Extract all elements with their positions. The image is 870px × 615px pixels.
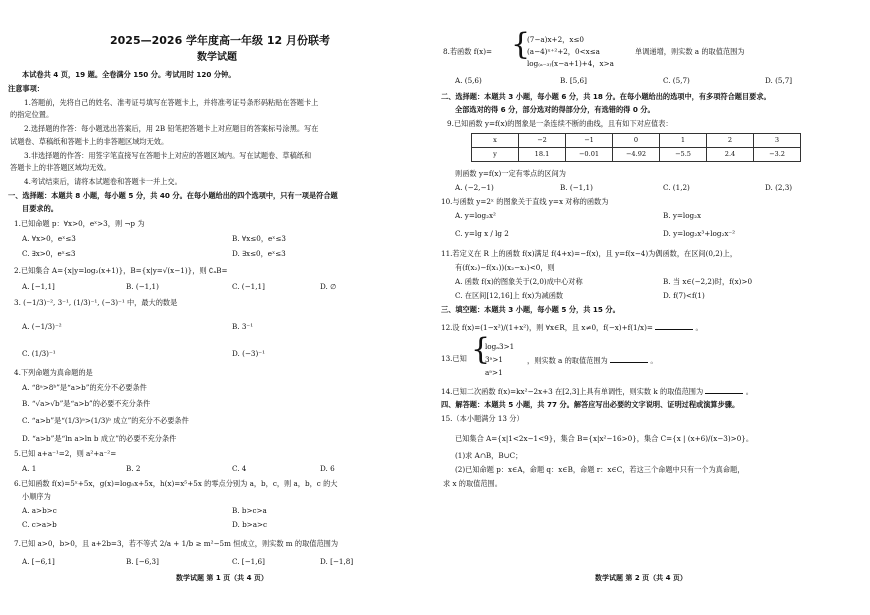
q12-stem-text: 12.设 f(x)=(1−x²)/(1+x²)，则 ∀x∈R，且 x≠0，f(−x)+f(1/x)= — [441, 323, 653, 332]
q13-case-3: aᵃ>1 — [485, 368, 503, 377]
q7-option-a: A. [−6,1] — [22, 557, 55, 566]
section-1-heading-cont: 目要求的。 — [22, 204, 58, 213]
q13-case-1: logₐ3>1 — [485, 342, 515, 351]
q7-stem: 7.已知 a>0，b>0，且 a+2b=3，若不等式 2/a + 1/b ≥ m²−5m 恒成立，则实数 m 的取值范围为 — [14, 539, 339, 548]
table-cell: 1 — [660, 134, 707, 148]
q13-stem-post — [527, 355, 658, 365]
q3-option-a: A. (−1/3)⁻² — [22, 322, 62, 331]
q8-stem-post: 单调递增，则实数 a 的取值范围为 — [635, 47, 745, 56]
q8-stem-pre: 8.若函数 f(x)= — [443, 47, 493, 56]
q13-end: 。 — [650, 356, 658, 365]
table-cell: 0 — [613, 134, 660, 148]
table-cell: −3.2 — [754, 148, 801, 162]
table-cell: −0.01 — [566, 148, 613, 162]
q7-option-c: C. [−1,6] — [232, 557, 265, 566]
table-cell: 3 — [754, 134, 801, 148]
q15-stem: 已知集合 A={x|1<2x−1<9}，集合 B={x|x²−16>0}，集合 C={x | (x+6)/(x−3)>0}。 — [455, 434, 754, 443]
exam-title: 2025—2026 学年度高一年级 12 月份联考 — [110, 34, 331, 47]
q4-stem: 4.下列命题为真命题的是 — [14, 368, 93, 377]
table-cell: −2 — [519, 134, 566, 148]
page-2-footer: 数学试题 第 2 页（共 4 页） — [595, 574, 687, 582]
table-cell: −4.92 — [613, 148, 660, 162]
q4-option-d: D. “a>b”是“ln a>ln b 成立”的必要不充分条件 — [22, 434, 177, 443]
q11-option-b: B. 当 x∈(−2,2)时，f(x)>0 — [663, 277, 753, 286]
q9-option-b: B. (−1,1) — [560, 183, 593, 192]
q6-option-b: B. b>c>a — [232, 506, 267, 515]
q15-part-2: (2)已知命题 p：x∈A，命题 q：x∈B，命题 r：x∈C，若这三个命题中只有一个为真命题， — [455, 465, 745, 474]
q8-case-2: (a−4)ˣ⁺²+2，0<x≤a — [527, 47, 600, 56]
q12-answer-blank[interactable] — [655, 322, 693, 330]
q1-stem: 1.已知命题 p：∀x>0，eˣ>3，则 ¬p 为 — [14, 219, 145, 228]
q7-option-d: D. [−1,8] — [320, 557, 354, 566]
q13-case-2: 3ᵃ>1 — [485, 355, 503, 364]
q2-option-d: D. ∅ — [320, 282, 337, 291]
table-header-x: x — [472, 134, 519, 148]
table-cell: −1 — [566, 134, 613, 148]
q10-option-b: B. y=log₂x — [663, 211, 702, 220]
q9-option-c: C. (1,2) — [663, 183, 690, 192]
q9-value-table — [471, 133, 801, 162]
q6-option-d: D. b>a>c — [232, 520, 268, 529]
table-header-y: y — [472, 148, 519, 162]
page-1-footer: 数学试题 第 1 页（共 4 页） — [176, 574, 268, 582]
q12-stem — [441, 322, 703, 332]
table-cell: 2.4 — [707, 148, 754, 162]
q12-end: 。 — [695, 323, 703, 332]
exam-subtitle: 数学试题 — [197, 52, 237, 63]
q13-stem-post-text: ，则实数 a 的取值范围为 — [527, 356, 608, 365]
q14-stem-text: 14.已知二次函数 f(x)=kx²−2x+3 在[2,3]上具有单调性，则实数 k 的取值范围为 — [441, 387, 704, 396]
q6-stem: 6.已知函数 f(x)=5ˣ+5x，g(x)=log₅x+5x，h(x)=x⁵+5x 的零点分别为 a，b，c，则 a，b，c 的大 — [14, 479, 338, 488]
q5-option-b: B. 2 — [126, 464, 141, 473]
q6-option-c: C. c>a>b — [22, 520, 57, 529]
q9-stem: 9.已知函数 y=f(x)的图象是一条连续不断的曲线，且有如下对应值表： — [447, 119, 673, 128]
q8-brace: { — [511, 27, 531, 62]
q3-option-d: D. (−3)⁻¹ — [232, 349, 265, 358]
note-line: 1.答题前，先将自己的姓名、准考证号填写在答题卡上，并将准考证号条形码粘贴在答题卡上 — [24, 98, 319, 107]
q9-option-a: A. (−2,−1) — [455, 183, 494, 192]
section-2-heading: 二、选择题：本题共 3 小题，每小题 6 分，共 18 分。在每小题给出的选项中，有多项符合题目要求。 — [441, 92, 771, 101]
q8-case-1: (7−a)x+2，x≤0 — [527, 35, 584, 44]
q4-option-c: C. “a>b”是“(1/3)ᵃ>(1/3)ᵇ 成立”的充分不必要条件 — [22, 416, 189, 425]
q11-stem: 11.若定义在 R 上的函数 f(x)满足 f(4+x)=−f(x)，且 y=f(x−4)为偶函数，在区间(0,2)上， — [441, 249, 738, 258]
note-line: 答题卡上的非答题区域均无效。 — [10, 163, 111, 172]
note-line: 3.非选择题的作答：用签字笔直接写在答题卡上对应的答题区域内。写在试题卷、草稿纸和 — [24, 151, 312, 160]
q11-stem-cont: 有(f(x₂)−f(x₁))(x₂−x₁)<0，则 — [455, 263, 555, 272]
q10-option-c: C. y=lg x / lg 2 — [455, 229, 509, 238]
q15-part-2-cont: 求 x 的取值范围。 — [443, 479, 502, 488]
table-row — [472, 134, 801, 148]
q8-option-a: A. (5,6) — [455, 76, 482, 85]
exam-intro: 本试卷共 4 页，19 题。全卷满分 150 分。考试用时 120 分钟。 — [22, 70, 236, 79]
q2-option-c: C. (−1,1] — [232, 282, 265, 291]
q5-stem: 5.已知 a+a⁻¹=2，则 a²+a⁻²= — [14, 449, 117, 458]
q6-option-a: A. a>b>c — [22, 506, 57, 515]
q10-option-a: A. y=log₂x² — [455, 211, 496, 220]
q2-option-a: A. [−1,1] — [22, 282, 55, 291]
notes-heading: 注意事项： — [8, 84, 44, 93]
q11-option-a: A. 函数 f(x)的图象关于(2,0)成中心对称 — [455, 277, 583, 286]
q14-end: 。 — [745, 387, 753, 396]
q2-stem: 2.已知集合 A={x|y=log₂(x+1)}，B={x|y=√(x−1)}，则 ∁ₐB= — [14, 266, 228, 275]
q6-stem-cont: 小顺序为 — [22, 492, 51, 501]
q8-case-3: log₍ₐ₋₃₎(x−a+1)+4，x>a — [527, 59, 614, 68]
q3-option-b: B. 3⁻¹ — [232, 322, 254, 331]
section-3-heading: 三、填空题：本题共 3 小题，每小题 5 分，共 15 分。 — [441, 305, 620, 314]
section-1-heading: 一、选择题：本题共 8 小题，每小题 5 分，共 40 分。在每小题给出的四个选项中，只有一项是符合题 — [8, 191, 338, 200]
q4-option-b: B. “√a>√b”是“a>b”的必要不充分条件 — [22, 399, 151, 408]
q1-option-c: C. ∃x>0，eˣ≤3 — [22, 249, 76, 258]
section-4-heading: 四、解答题：本题共 5 小题，共 77 分。解答应写出必要的文字说明、证明过程或演算步骤。 — [441, 400, 740, 409]
q10-option-d: D. y=log₂x³+log₂x⁻² — [663, 229, 736, 238]
q15-head: 15.（本小题满分 13 分） — [441, 414, 524, 423]
q14-stem — [441, 386, 753, 396]
q4-option-a: A. “8ᵃ>8ᵇ”是“a>b”的充分不必要条件 — [22, 383, 147, 392]
q8-option-d: D. (5,7] — [765, 76, 793, 85]
table-cell: 18.1 — [519, 148, 566, 162]
table-cell: 2 — [707, 134, 754, 148]
q11-option-c: C. 在区间[12,16]上 f(x)为减函数 — [455, 291, 564, 300]
q9-option-d: D. (2,3) — [765, 183, 793, 192]
q7-option-b: B. [−6,3] — [126, 557, 159, 566]
q1-option-b: B. ∀x≤0，eˣ≤3 — [232, 234, 286, 243]
table-row — [472, 148, 801, 162]
q13-brace: { — [471, 332, 491, 367]
q5-option-c: C. 4 — [232, 464, 247, 473]
q13-stem-pre: 13.已知 — [441, 354, 467, 363]
q9-value-table-wrap — [471, 133, 801, 162]
q3-option-c: C. (1/3)⁻¹ — [22, 349, 56, 358]
note-line: 2.选择题的作答：每小题选出答案后，用 2B 铅笔把答题卡上对应题目的答案标号涂黑。写在 — [24, 124, 319, 133]
q14-answer-blank[interactable] — [705, 386, 743, 394]
q13-answer-blank[interactable] — [610, 355, 648, 363]
table-cell: −5.5 — [660, 148, 707, 162]
note-line: 4.考试结束后，请将本试题卷和答题卡一并上交。 — [24, 177, 182, 186]
q5-option-d: D. 6 — [320, 464, 335, 473]
q2-option-b: B. (−1,1) — [126, 282, 159, 291]
q1-option-d: D. ∃x≤0，eˣ≤3 — [232, 249, 286, 258]
section-2-heading-cont: 全部选对的得 6 分，部分选对的得部分分，有选错的得 0 分。 — [455, 105, 655, 114]
note-line: 的指定位置。 — [10, 110, 54, 119]
q10-stem: 10.与函数 y=2ˣ 的图象关于直线 y=x 对称的函数为 — [441, 197, 609, 206]
q8-option-b: B. [5,6] — [560, 76, 587, 85]
q8-option-c: C. (5,7) — [663, 76, 690, 85]
note-line: 试题卷、草稿纸和答题卡上的非答题区域均无效。 — [10, 137, 169, 146]
q3-stem: 3. (−1/3)⁻², 3⁻¹, (1/3)⁻¹, (−3)⁻¹ 中，最大的数是 — [14, 298, 178, 307]
q11-option-d: D. f(7)<f(1) — [663, 291, 705, 300]
q5-option-a: A. 1 — [22, 464, 37, 473]
q1-option-a: A. ∀x>0，eˣ≤3 — [22, 234, 76, 243]
q15-part-1: (1)求 A∩B，B∪C； — [455, 451, 523, 460]
q9-stem-cont: 则函数 y=f(x)一定有零点的区间为 — [455, 169, 566, 178]
